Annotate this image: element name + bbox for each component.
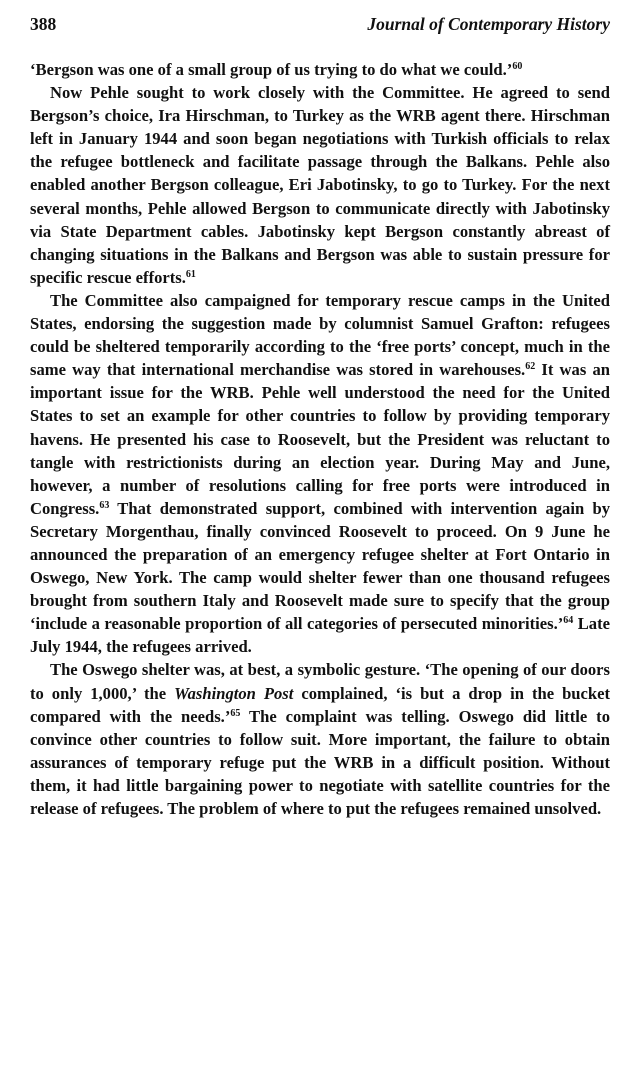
text-run: complained, ‘is but a drop in the bucket compared with the needs.’	[30, 683, 611, 726]
footnote-marker: 61	[185, 268, 196, 280]
text-run: The complaint was telling. Oswego did little to convince other countries to follow suit. More important, the failure to obtain assurances of temporary refuge put the WRB in a difficult position. Without them, it had little bargaining power to negotiate with satellite countries for the release of refugees. The problem of where to put the refugees remained unsolved.	[30, 706, 610, 818]
paragraph	[30, 658, 610, 820]
paragraph	[30, 58, 610, 81]
footnote-marker: 64	[563, 615, 574, 627]
journal-title: Journal of Contemporary History	[367, 14, 610, 34]
running-head	[30, 14, 610, 46]
footnote-marker: 62	[525, 361, 536, 373]
text-run: The Committee also campaigned for temporary rescue camps in the United States, endorsing the suggestion made by columnist Samuel Grafton: refugees could be sheltered temporarily according to the ‘free ports’ concept, much in the same way that international merchandise was stored in warehouses.	[30, 290, 610, 380]
footnote-marker: 65	[230, 707, 241, 719]
text-run: Late July 1944, the refugees arrived.	[30, 614, 610, 657]
text-run: Now Pehle sought to work closely with the Committee. He agreed to send Bergson’s choice, Ira Hirschman, to Turkey as the WRB agent there. Hirschman left in January 1944 and soon began negotiations with Turkish officials to relax the refugee bottleneck and facilitate passage through the Balkans. Pehle also enabled another Bergson colleague, Eri Jabotinsky, to go to Turkey. For the next several months, Pehle allowed Bergson to communicate directly with Jabotinsky via State Department cables. Jabotinsky kept Bergson constantly abreast of changing situations in the Balkans and Bergson was able to sustain pressure for specific rescue efforts.	[30, 83, 610, 287]
text-run: ‘Bergson was one of a small group of us trying to do what we could.’	[30, 60, 513, 79]
journal-page	[30, 14, 610, 1064]
article-body	[30, 58, 610, 820]
text-run: The Oswego shelter was, at best, a symbolic gesture. ‘The opening of our doors to only 1,000,’ the	[30, 660, 610, 703]
paragraph	[30, 289, 610, 659]
footnote-marker: 60	[512, 61, 523, 72]
text-run: It was an important issue for the WRB. Pehle well understood the need for the United States to set an example for other countries to follow by providing temporary havens. He presented his case to Roosevelt, but the President was reluctant to tangle with restrictionists during an election year. During May and June, however, a number of resolutions calling for free ports were introduced in Congress.	[30, 360, 610, 518]
paragraph	[30, 81, 610, 289]
footnote-marker: 63	[99, 499, 110, 511]
text-run: That demonstrated support, combined with intervention again by Secretary Morgenthau, finally convinced Roosevelt to proceed. On 9 June he announced the preparation of an emergency refugee shelter at Fort Ontario in Oswego, New York. The camp would shelter fewer than one thousand refugees brought from southern Italy and Roosevelt made sure to specify that the group ‘include a reasonable proportion of all categories of persecuted minorities.’	[30, 498, 610, 634]
page-number: 388	[30, 14, 57, 34]
italic-title: Washington Post	[174, 683, 294, 703]
